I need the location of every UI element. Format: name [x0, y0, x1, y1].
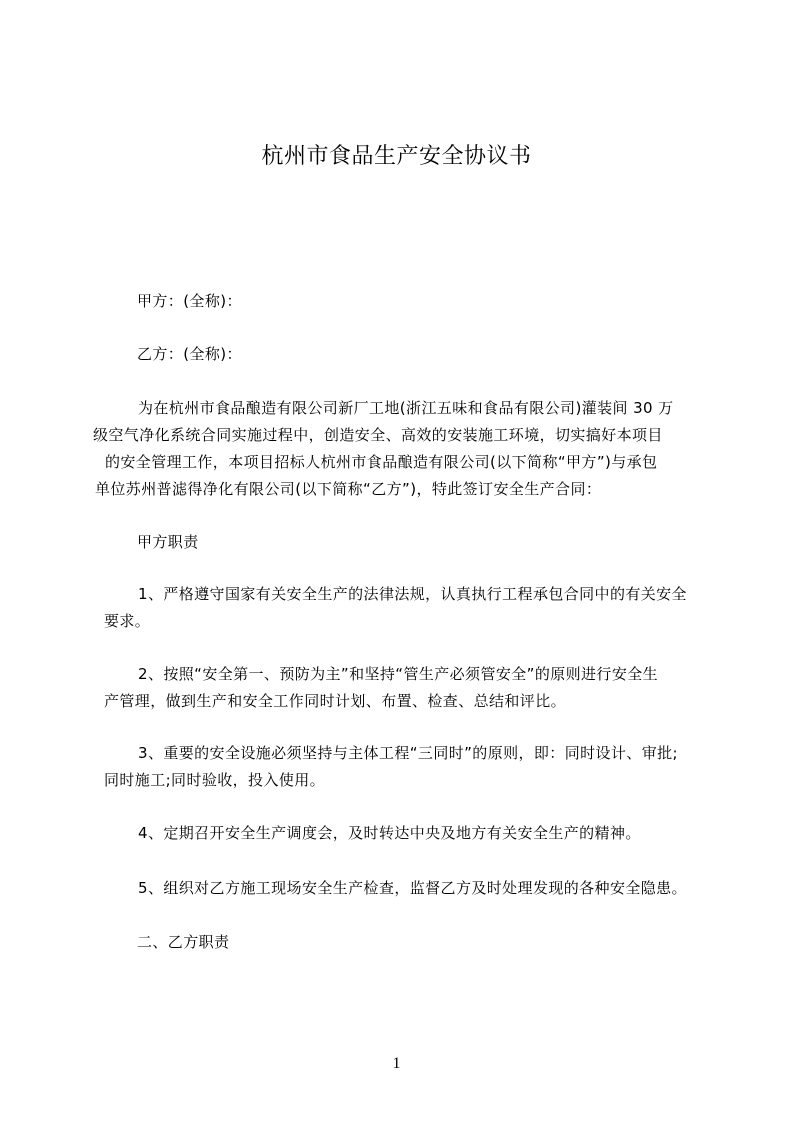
intro-line-4: 单位苏州普滤得净化有限公司(以下简称“乙方”)，特此签订安全生产合同： [95, 480, 602, 498]
intro-line-3: 的安全管理工作，本项目招标人杭州市食品酿造有限公司(以下简称“甲方”)与承包 [105, 453, 658, 471]
intro-line-2: 级空气净化系统合同实施过程中，创造安全、高效的安装施工环境，切实搞好本项目 [93, 426, 663, 444]
clause-1-line-2: 要求。 [104, 612, 151, 630]
document-title: 杭州市食品生产安全协议书 [261, 144, 532, 169]
clause-1-line-1: 1、严格遵守国家有关安全生产的法律法规，认真执行工程承包合同中的有关安全 [138, 585, 687, 603]
clause-2-line-1: 2、按照“安全第一、预防为主”和坚持“管生产必须管安全”的原则进行安全生 [138, 665, 659, 683]
clause-3-line-1: 3、重要的安全设施必须坚持与主体工程“三同时”的原则，即：同时设计、审批; [138, 744, 678, 762]
page-number: 1 [392, 1055, 401, 1072]
section-b-heading: 二、乙方职责 [137, 933, 230, 951]
party-a-label: 甲方：(全称)： [137, 292, 242, 310]
section-a-heading: 甲方职责 [137, 533, 199, 551]
clause-4-line-1: 4、定期召开安全生产调度会，及时转达中央及地方有关安全生产的精神。 [138, 824, 641, 842]
intro-line-1: 为在杭州市食品酿造有限公司新厂工地(浙江五味和食品有限公司)灌装间 30 万 [138, 399, 674, 417]
clause-3-line-2: 同时施工;同时验收，投入使用。 [104, 771, 326, 789]
party-b-label: 乙方：(全称)： [137, 345, 242, 363]
clause-2-line-2: 产管理，做到生产和安全工作同时计划、布置、检查、总结和评比。 [104, 692, 567, 710]
clause-5-line-1: 5、组织对乙方施工现场安全生产检查，监督乙方及时处理发现的各种安全隐患。 [138, 879, 687, 897]
